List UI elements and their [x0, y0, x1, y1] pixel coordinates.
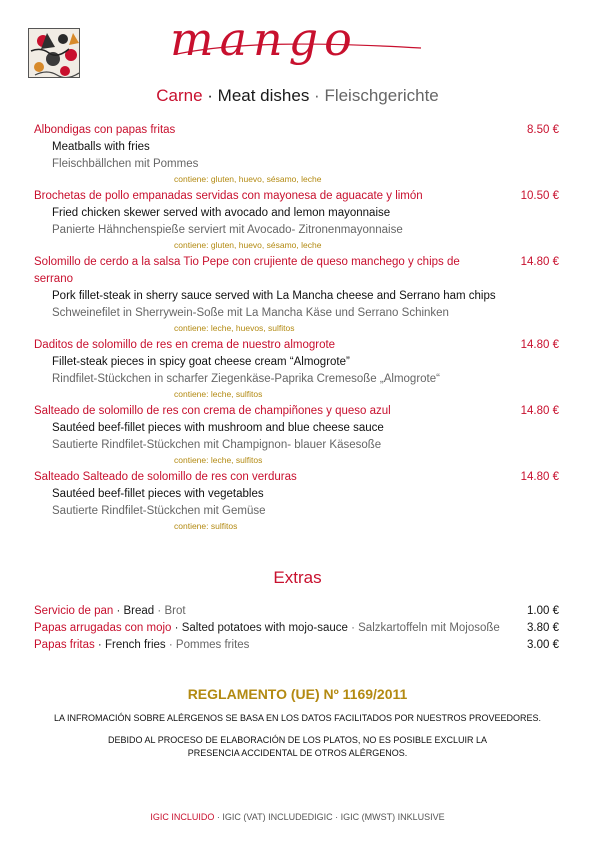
dish-price: 14.80 €	[520, 339, 559, 351]
dish-price: 14.80 €	[520, 405, 559, 417]
dish-name-es: Salteado de solomillo de res con crema de champiñones y queso azul	[34, 405, 391, 417]
dish-name-es: Brochetas de pollo empanadas servidas con mayonesa de aguacate y limón	[34, 190, 423, 202]
dish-name-de: Fleischbällchen mit Pommes	[52, 158, 199, 170]
dish-price: 10.50 €	[520, 190, 559, 202]
regulation-line-1: LA INFROMACIÓN SOBRE ALÉRGENOS SE BASA EN LOS DATOS FACILITADOS POR NUESTROS PROVEEDORES.	[53, 713, 542, 723]
regulation-line-3: PRESENCIA ACCIDENTAL DE OTROS ALÉRGENOS.	[187, 748, 408, 758]
menu-item	[34, 122, 559, 185]
dish-name-en: Meatballs with fries	[52, 141, 150, 153]
section-title-extras: Extras	[273, 568, 322, 587]
dish-name-de: Panierte Hähnchenspieße serviert mit Avocado- Zitronenmayonnaise	[52, 224, 403, 236]
brand-swash	[175, 40, 425, 62]
dish-name-en: Pork fillet-steak in sherry sauce served with La Mancha cheese and Serrano ham chips	[52, 290, 496, 302]
dish-name-es: Daditos de solomillo de res en crema de nuestro almogrote	[34, 339, 336, 351]
dish-name-de: Rindfilet-Stückchen in scharfer Ziegenkäse-Paprika Cremesoße „Almogrote“	[52, 373, 440, 385]
allergen-note: contiene: gluten, huevo, sésamo, leche	[174, 174, 322, 184]
regulation-line-2: DEBIDO AL PROCESO DE ELABORACIÓN DE LOS PLATOS, NO ES POSIBLE EXCLUIR LA	[108, 735, 487, 745]
tax-de: IGIC (MWST) INKLUSIVE	[340, 812, 445, 822]
allergen-note: contiene: leche, sulfitos	[174, 389, 263, 399]
menu-item	[34, 188, 559, 251]
tax-footer: IGIC INCLUIDO · IGIC (VAT) INCLUDEDIGIC · IGIC (MWST) INKLUSIVE	[150, 812, 445, 822]
dish-name-es: Solomillo de cerdo a la salsa Tio Pepe con crujiente de queso manchego y chips de serrano	[34, 256, 460, 285]
dish-price: 14.80 €	[520, 256, 559, 268]
extra-item: Servicio de pan · Bread · Brot 1.00 €	[34, 603, 559, 620]
extra-price: 3.00 €	[527, 639, 559, 651]
menu-item	[34, 337, 559, 400]
dish-price: 14.80 €	[520, 471, 559, 483]
menu-item	[34, 254, 559, 334]
allergen-note: contiene: sulfitos	[174, 521, 238, 531]
dish-price: 8.50 €	[527, 124, 559, 136]
extra-item: Papas arrugadas con mojo · Salted potatoes with mojo-sauce · Salzkartoffeln mit Mojosoße 3.80 €	[34, 620, 559, 637]
extra-price: 1.00 €	[527, 605, 559, 617]
dish-name-de: Schweinefilet in Sherrywein-Soße mit La Mancha Käse und Serrano Schinken	[52, 307, 449, 319]
dish-name-de: Sautierte Rindfilet-Stückchen mit Champignon- blauer Käsesoße	[52, 439, 382, 451]
extra-item: Papas fritas · French fries · Pommes frites 3.00 €	[34, 637, 559, 654]
allergen-note: contiene: gluten, huevo, sésamo, leche	[174, 240, 322, 250]
extra-price: 3.80 €	[527, 622, 559, 634]
dish-name-en: Sautéed beef-fillet pieces with vegetables	[52, 488, 264, 500]
menu-item	[34, 403, 559, 466]
allergen-note: contiene: leche, huevos, sulfitos	[174, 323, 295, 333]
brand-wordmark: mango	[170, 12, 358, 66]
dish-name-en: Sautéed beef-fillet pieces with mushroom and blue cheese sauce	[52, 422, 384, 434]
menu-item	[34, 469, 559, 532]
dish-name-en: Fried chicken skewer served with avocado and lemon mayonnaise	[52, 207, 391, 219]
dish-name-en: Fillet-steak pieces in spicy goat cheese cream “Almogrote”	[52, 356, 350, 368]
dish-name-es: Albondigas con papas fritas	[34, 124, 176, 136]
dish-name-de: Sautierte Rindfilet-Stückchen mit Gemüse	[52, 505, 266, 517]
logo-artwork	[28, 28, 80, 78]
regulation-title: REGLAMENTO (UE) Nº 1169/2011	[187, 686, 408, 702]
section-title-meat: Carne · Meat dishes · Fleischgerichte	[156, 86, 439, 105]
allergen-note: contiene: leche, sulfitos	[174, 455, 263, 465]
tax-es: IGIC INCLUIDO	[150, 812, 215, 822]
tax-en: IGIC (VAT) INCLUDEDIGIC	[222, 812, 333, 822]
dish-name-es: Salteado Salteado de solomillo de res con verduras	[34, 471, 297, 483]
